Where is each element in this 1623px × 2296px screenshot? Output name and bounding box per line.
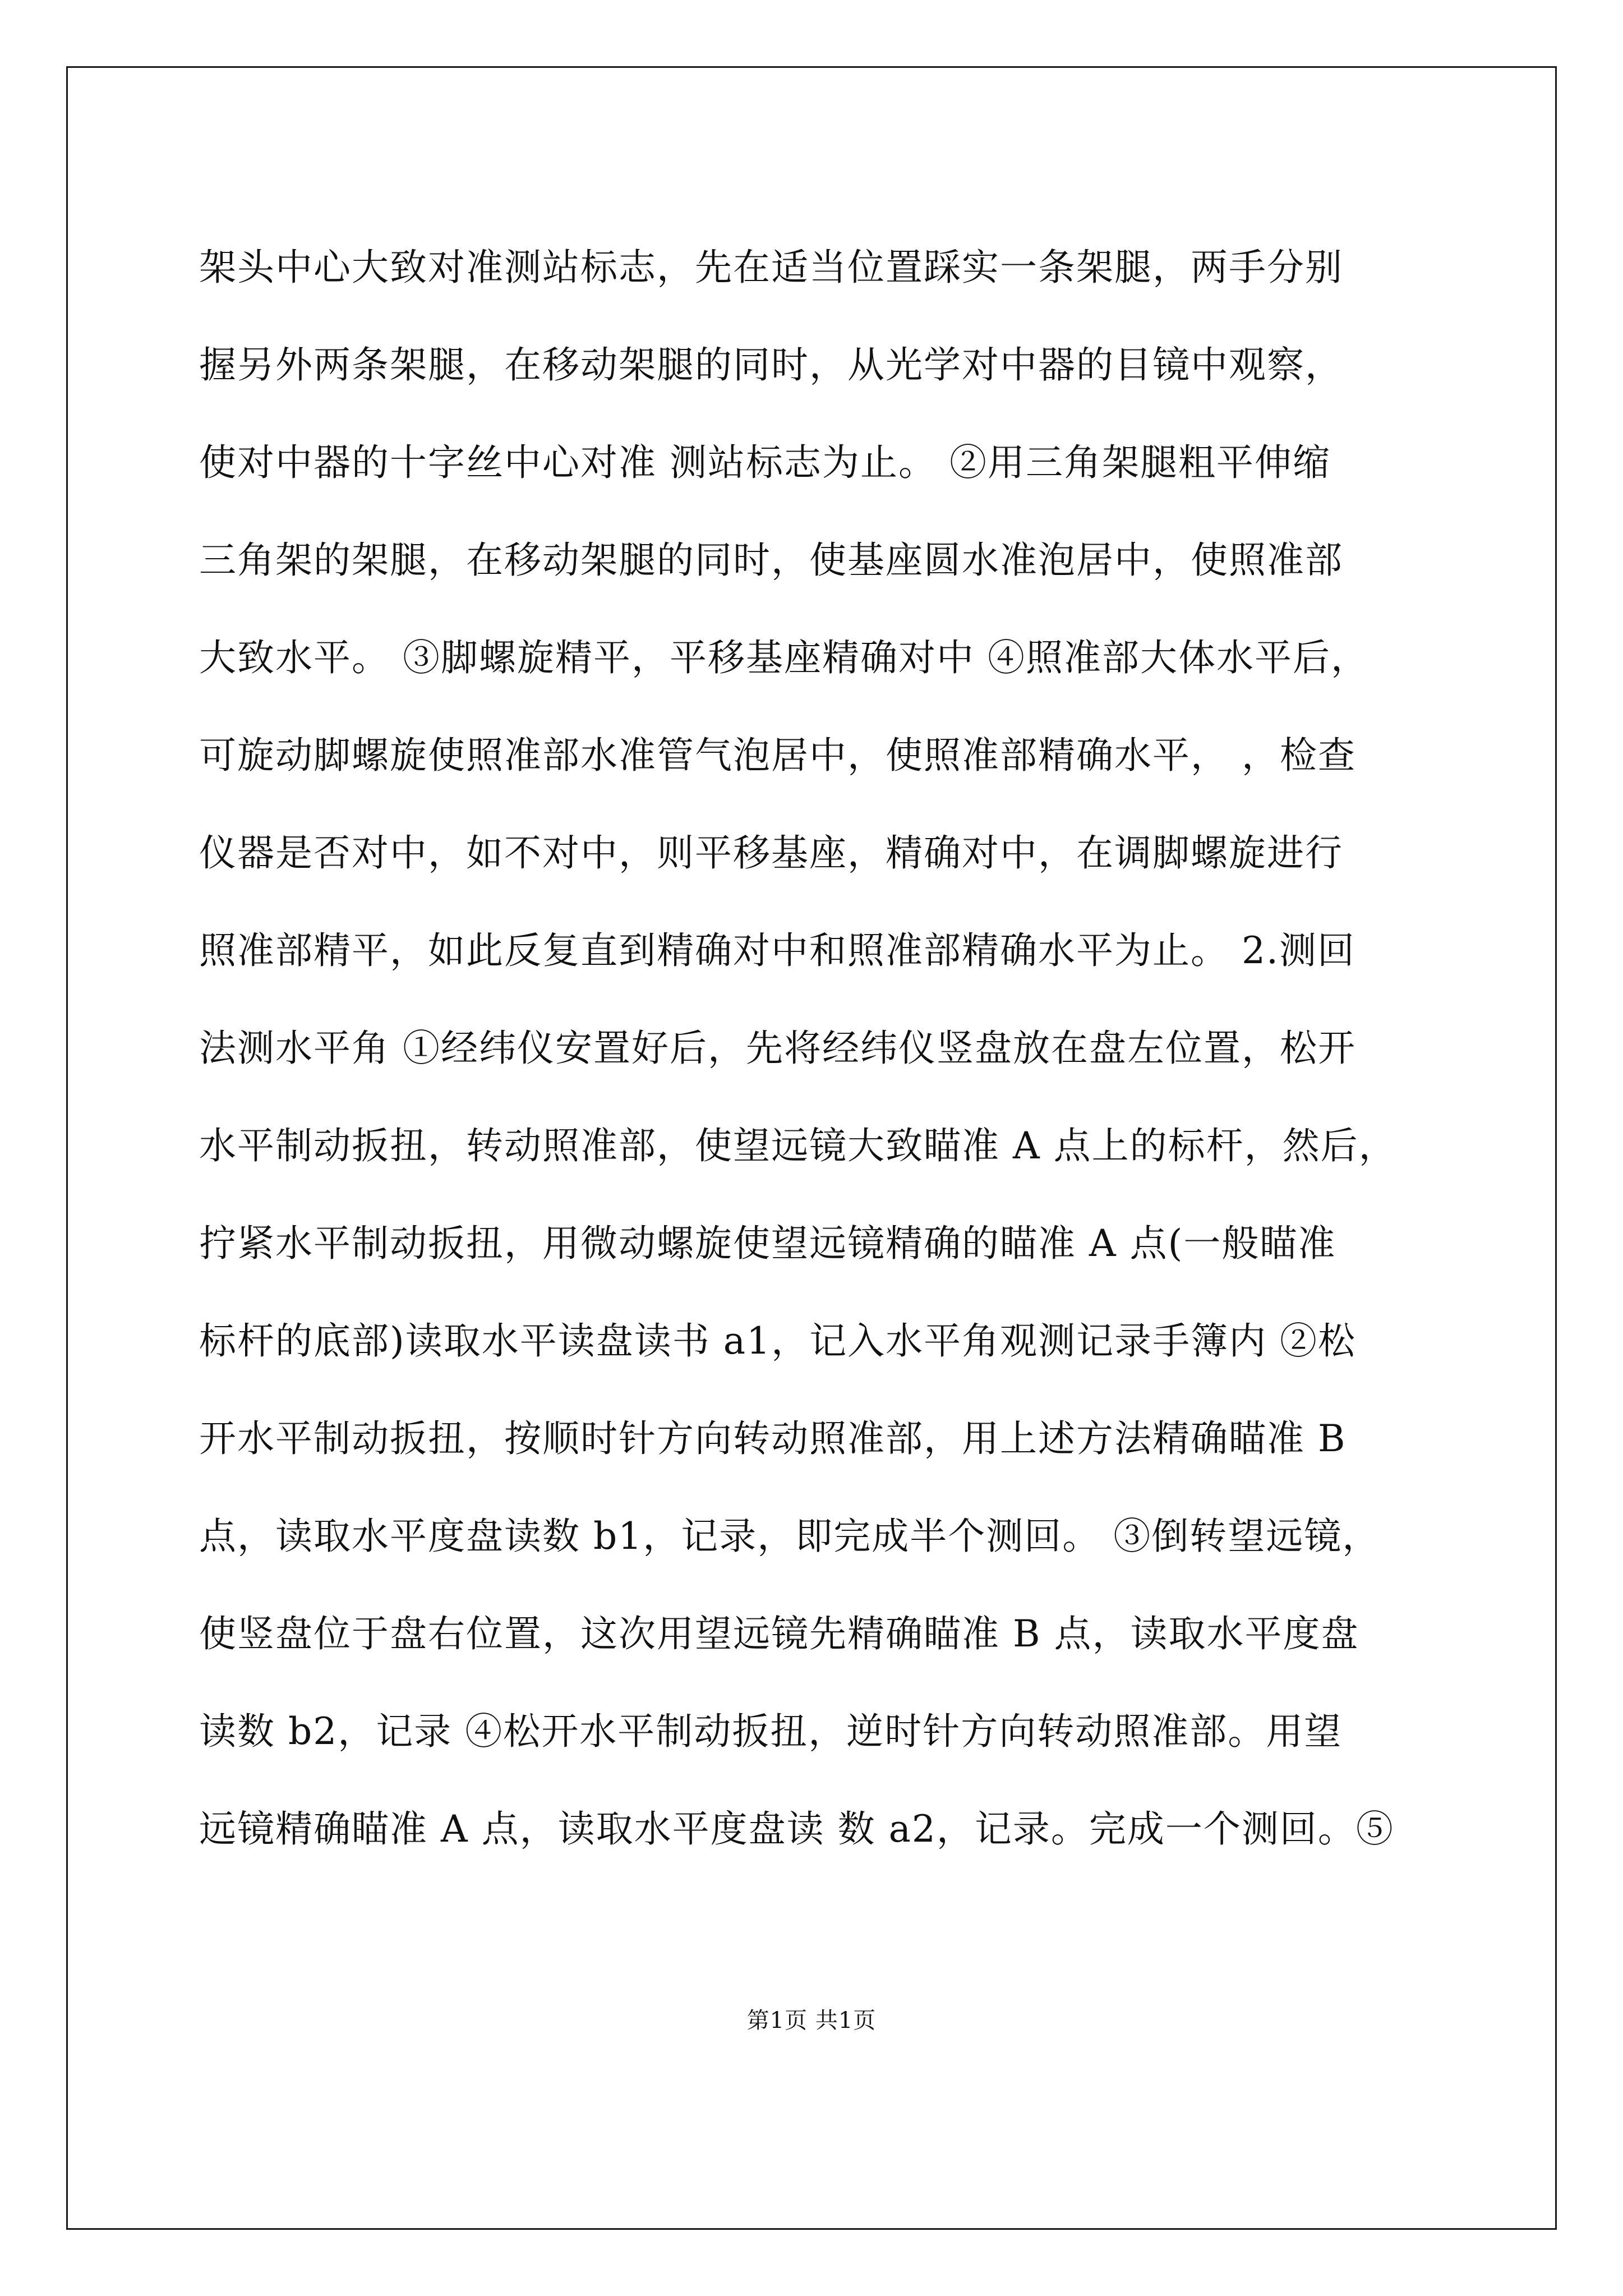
page-number-footer: 第1页 共1页	[746, 2008, 877, 2033]
text-line: 使竖盘位于盘右位置，这次用望远镜先精确瞄准 B 点，读取水平度盘	[199, 1612, 1359, 1655]
text-line: 远镜精确瞄准 A 点，读取水平度盘读 数 a2，记录。完成一个测回。⑤	[199, 1807, 1394, 1851]
text-line: 点，读取水平度盘读数 b1，记录，即完成半个测回。 ③倒转望远镜，	[199, 1515, 1381, 1558]
text-line: 照准部精平，如此反复直到精确对中和照准部精确水平为止。 2.测回	[199, 929, 1355, 972]
text-line: 三角架的架腿，在移动架腿的同时，使基座圆水准泡居中，使照准部	[199, 539, 1343, 582]
text-line: 仪器是否对中，如不对中，则平移基座，精确对中，在调脚螺旋进行	[199, 831, 1343, 875]
text-line: 大致水平。 ③脚螺旋精平，平移基座精确对中 ④照准部大体水平后，	[199, 636, 1369, 679]
text-line: 标杆的底部)读取水平读盘读书 a1，记入水平角观测记录手簿内 ②松	[199, 1319, 1357, 1363]
text-line: 开水平制动扳扭，按顺时针方向转动照准部，用上述方法精确瞄准 B	[199, 1417, 1347, 1460]
text-line: 使对中器的十字丝中心对准 测站标志为止。 ②用三角架腿粗平伸缩	[199, 441, 1331, 484]
text-line: 架头中心大致对准测站标志，先在适当位置踩实一条架腿，两手分别	[199, 246, 1343, 289]
text-line: 握另外两条架腿，在移动架腿的同时，从光学对中器的目镜中观察，	[199, 343, 1343, 386]
text-line: 读数 b2，记录 ④松开水平制动扳扭，逆时针方向转动照准部。用望	[199, 1710, 1343, 1753]
text-line: 拧紧水平制动扳扭，用微动螺旋使望远镜精确的瞄准 A 点(一般瞄准	[199, 1222, 1336, 1265]
text-line: 可旋动脚螺旋使照准部水准管气泡居中，使照准部精确水平， ，检查	[199, 734, 1356, 777]
text-line: 水平制动扳扭，转动照准部，使望远镜大致瞄准 A 点上的标杆，然后，	[199, 1124, 1397, 1167]
text-line: 法测水平角 ①经纬仪安置好后，先将经纬仪竖盘放在盘左位置，松开	[199, 1027, 1356, 1070]
document-body	[199, 219, 1455, 1878]
